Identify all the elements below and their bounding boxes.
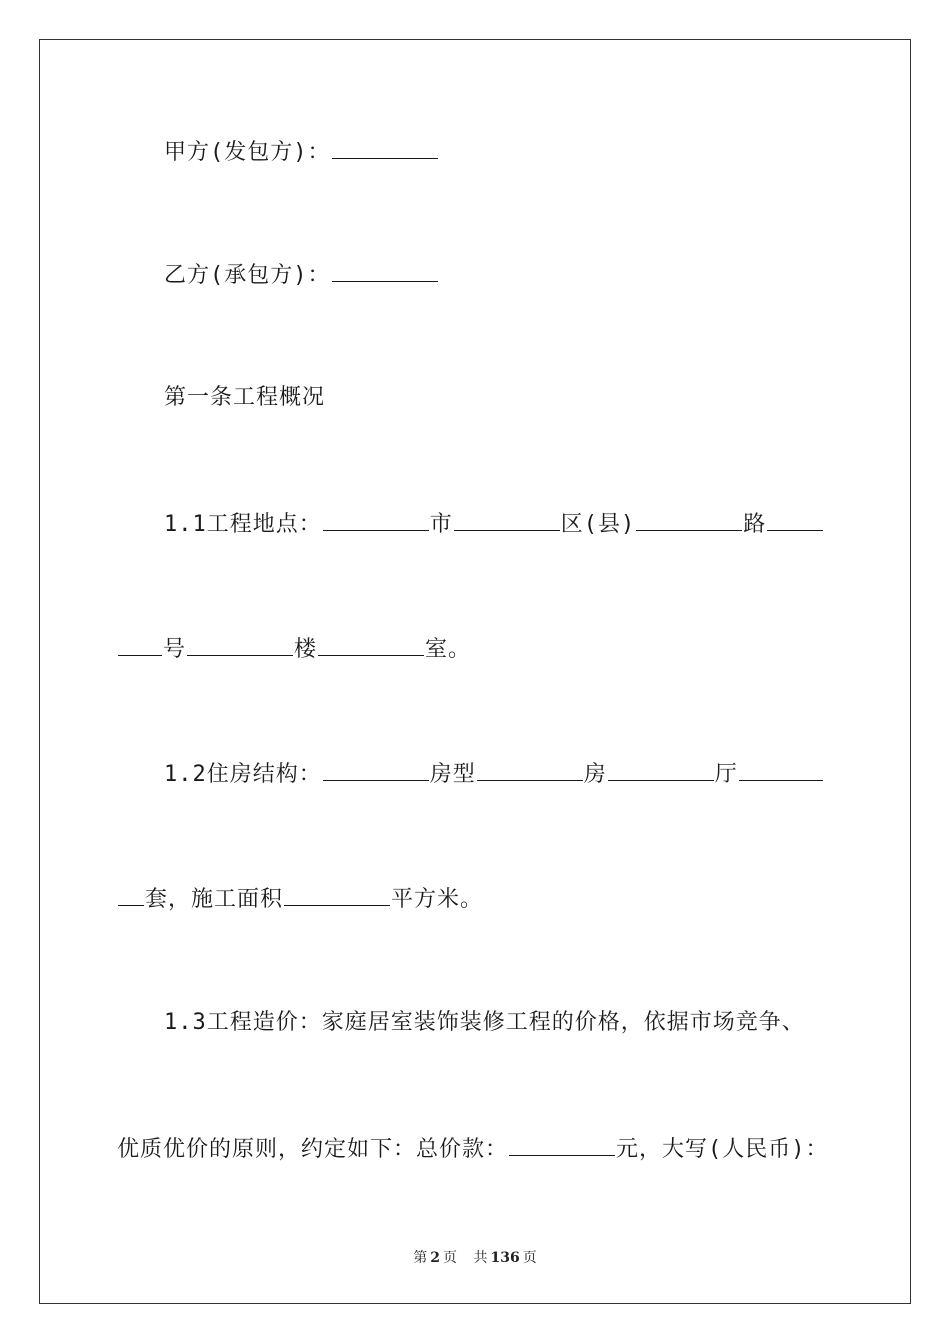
item-1-2-line-1 — [164, 758, 824, 790]
total-prefix: 共 — [473, 1250, 488, 1266]
item-1-1-line-1 — [164, 508, 824, 540]
building-blank[interactable] — [187, 633, 293, 656]
page-prefix: 第 — [413, 1250, 428, 1266]
sets-blank-a[interactable] — [739, 758, 823, 781]
page-num: 2 — [430, 1250, 441, 1266]
page-suffix: 页 — [443, 1250, 458, 1266]
item-1-2-prefix: 1.2住房结构： — [164, 762, 322, 787]
sets-blank-b[interactable] — [118, 883, 144, 906]
halls-blank[interactable] — [608, 758, 714, 781]
item-1-3-line-2-prefix: 优质优价的原则，约定如下：总价款： — [117, 1137, 509, 1162]
page-border — [39, 39, 911, 1304]
road-blank[interactable] — [636, 508, 742, 531]
total-num: 136 — [490, 1250, 520, 1266]
road-number-blank-a[interactable] — [767, 508, 823, 531]
rooms-blank[interactable] — [477, 758, 583, 781]
room-blank[interactable] — [318, 633, 424, 656]
page-footer — [0, 1247, 950, 1267]
area-blank[interactable] — [284, 883, 390, 906]
city-blank[interactable] — [323, 508, 429, 531]
building-label: 楼 — [294, 637, 318, 662]
party-b-label: 乙方(承包方)： — [164, 263, 331, 288]
halls-label: 厅 — [714, 762, 738, 787]
total-price-blank[interactable] — [509, 1133, 615, 1156]
page-total — [470, 1250, 539, 1266]
road-label: 路 — [743, 512, 767, 537]
item-1-3-line-2-suffix: 元，大写(人民币)： — [616, 1137, 829, 1162]
rooms-label: 房 — [583, 762, 607, 787]
area-unit-label: 平方米。 — [391, 887, 484, 912]
party-a-label: 甲方(发包方)： — [164, 140, 331, 165]
page-number — [410, 1250, 460, 1266]
article-1-title: 第一条工程概况 — [164, 385, 326, 410]
road-number-blank-b[interactable] — [118, 633, 162, 656]
item-1-1-prefix: 1.1工程地点： — [164, 512, 322, 537]
number-label: 号 — [163, 637, 187, 662]
structure-blank[interactable] — [323, 758, 429, 781]
party-b-blank[interactable] — [332, 259, 438, 282]
item-1-1-line-2 — [117, 633, 471, 665]
room-label: 室。 — [425, 637, 472, 662]
city-label: 市 — [429, 512, 453, 537]
district-blank[interactable] — [454, 508, 560, 531]
party-b-line — [164, 259, 439, 291]
party-a-blank[interactable] — [332, 136, 438, 159]
party-a-line — [164, 136, 439, 168]
district-label: 区(县) — [560, 512, 636, 537]
item-1-2-line-2 — [117, 883, 483, 915]
item-1-3-line-1: 1.3工程造价：家庭居室装饰装修工程的价格，依据市场竞争、 — [164, 1010, 805, 1035]
total-suffix: 页 — [522, 1250, 537, 1266]
item-1-3-line-2 — [117, 1133, 829, 1165]
sets-label: 套，施工面积 — [145, 887, 284, 912]
type-label: 房型 — [429, 762, 476, 787]
